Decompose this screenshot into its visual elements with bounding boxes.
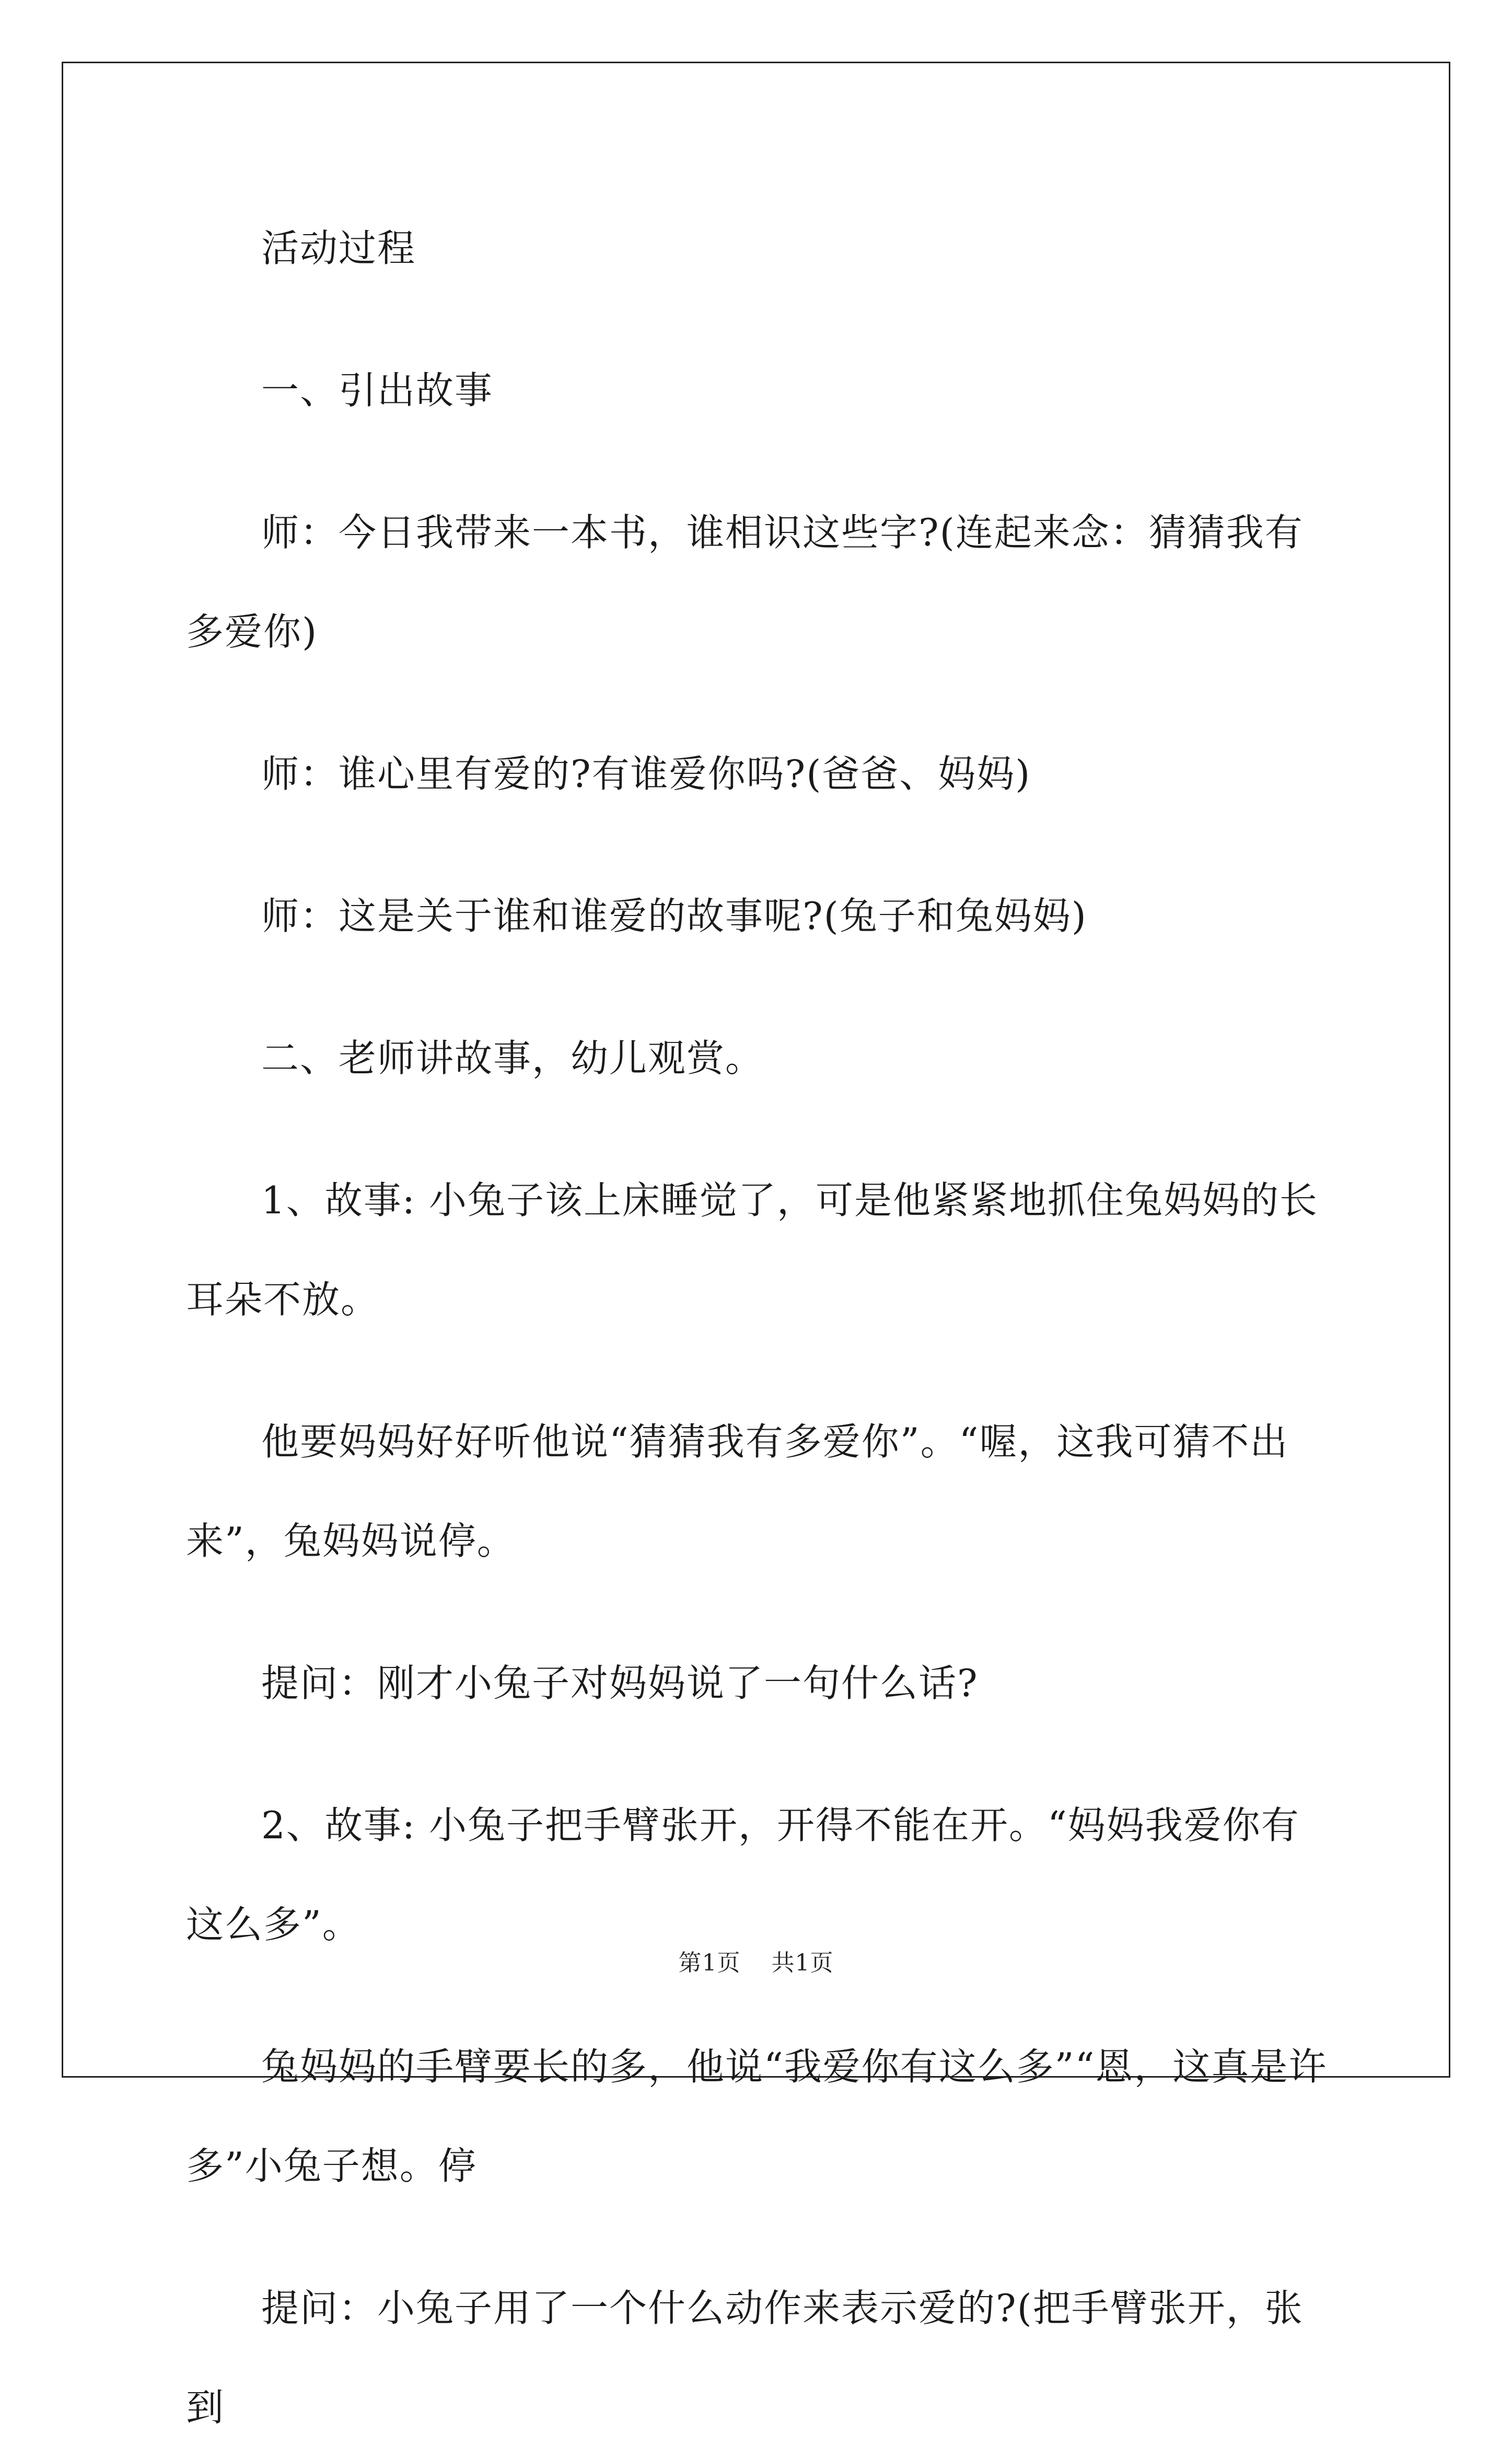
- paragraph-section-one-heading: 一、引出故事: [261, 368, 494, 412]
- paragraph-story-two: 2、故事: 小兔子把手臂张开，开得不能在开。“妈妈我爱你有这么多”。: [186, 1803, 1300, 1946]
- paragraph-teacher-book: 师：今日我带来一本书，谁相识这些字?(连起来念：猜猜我有多爱你): [186, 511, 1304, 654]
- page-footer: [0, 1944, 1512, 1977]
- paragraph-section-two-heading: 二、老师讲故事，幼儿观赏。: [261, 1036, 764, 1080]
- paragraph-mother-arms: 兔妈妈的手臂要长的多，他说“我爱你有这么多”“恩，这真是许多”小兔子想。停: [186, 2045, 1328, 2188]
- paragraph-story-one: 1、故事: 小兔子该上床睡觉了，可是他紧紧地抓住兔妈妈的长耳朵不放。: [186, 1178, 1318, 1322]
- paragraph-guess-love: 他要妈妈好好听他说“猜猜我有多爱你”。“喔，这我可猜不出来”，兔妈妈说停。: [186, 1420, 1289, 1563]
- paragraph-teacher-story-about: 师：这是关于谁和谁爱的故事呢?(兔子和兔妈妈): [261, 894, 1087, 938]
- page-number-total: 共1页: [771, 1950, 834, 1976]
- document-body: [186, 199, 1330, 2457]
- paragraph-question-one: 提问：刚才小兔子对妈妈说了一句什么话?: [261, 1661, 979, 1705]
- paragraph-teacher-love: 师：谁心里有爱的?有谁爱你吗?(爸爸、妈妈): [261, 752, 1031, 796]
- paragraph-question-two: 提问：小兔子用了一个什么动作来表示爱的?(把手臂张开，张到: [186, 2286, 1304, 2429]
- page-number-current: 第1页: [678, 1950, 741, 1976]
- paragraph-activity-process: 活动过程: [261, 226, 416, 270]
